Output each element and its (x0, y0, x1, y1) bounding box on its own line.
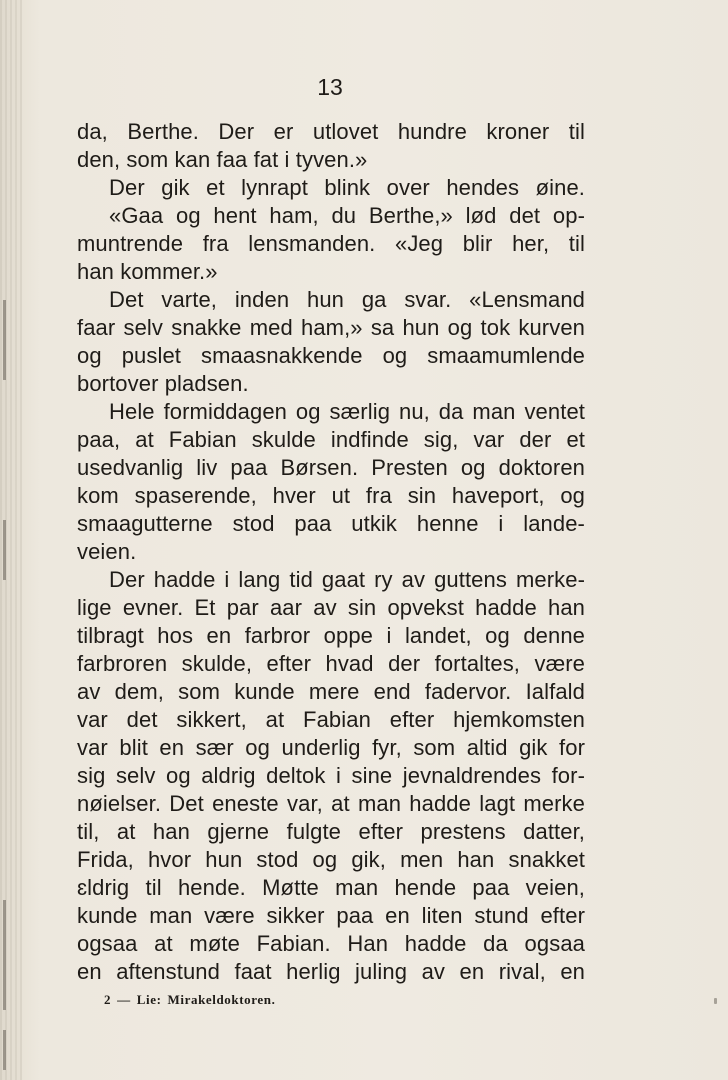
signature-number: 2 (104, 992, 112, 1007)
page-number: 13 (317, 74, 343, 100)
text-line: kunde man være sikker paa en liten stund efter (77, 903, 585, 928)
binding-mark (3, 520, 6, 580)
text-line: paa, at Fabian skulde indfinde sig, var der et (77, 427, 585, 452)
text-line: muntrende fra lensmanden. «Jeg blir her, til (77, 231, 585, 256)
binding-mark (3, 300, 6, 380)
signature-dash: — (117, 992, 131, 1007)
paper-speck (714, 998, 717, 1004)
text-line: var det sikkert, at Fabian efter hjemkomsten (77, 707, 585, 732)
text-line: Frida, hvor hun stod og gik, men han snakket (77, 847, 585, 872)
text-line: kom spaserende, hver ut fra sin haveport, og (77, 483, 585, 508)
text-line: da, Berthe. Der er utlovet hundre kroner til (77, 119, 585, 144)
signature-title: Mirakeldoktoren. (167, 992, 276, 1007)
text-line: Hele formiddagen og særlig nu, da man ventet (109, 399, 585, 424)
text-line: lige evner. Et par aar av sin opvekst hadde han (77, 595, 585, 620)
text-line: ogsaa at møte Fabian. Han hadde da ogsaa (77, 931, 585, 956)
text-line: av dem, som kunde mere end fadervor. Ialfald (77, 679, 585, 704)
text-line: Der gik et lynrapt blink over hendes øine. (109, 175, 585, 200)
text-line: og puslet smaasnakkende og smaamumlende (77, 343, 585, 368)
text-line: Der hadde i lang tid gaat ry av guttens merke- (109, 567, 585, 592)
binding-mark (3, 1030, 6, 1070)
text-line: smaagutterne stod paa utkik henne i lande- (77, 511, 585, 536)
text-line: veien. (77, 539, 137, 564)
signature-author: Lie: (136, 992, 162, 1007)
text-line: nøielser. Det eneste var, at man hadde lagt merke (77, 791, 585, 816)
text-line: til, at han gjerne fulgte efter prestens datter, (77, 819, 585, 844)
text-line: tilbragt hos en farbror oppe i landet, og denne (77, 623, 585, 648)
text-line: Det varte, inden hun ga svar. «Lensmand (109, 287, 585, 312)
text-line: han kommer.» (77, 259, 218, 284)
signature-line (104, 992, 281, 1008)
text-line: «Gaa og hent ham, du Berthe,» lød det op- (109, 203, 585, 228)
text-line: en aftenstund faat herlig juling av en rival, en (77, 959, 585, 984)
text-line: faar selv snakke med ham,» sa hun og tok kurven (77, 315, 585, 340)
text-line: bortover pladsen. (77, 371, 249, 396)
text-line: ɛldrig til hende. Møtte man hende paa veien, (77, 875, 585, 900)
text-line: sig selv og aldrig deltok i sine jevnaldrendes for- (77, 763, 585, 788)
text-line: usedvanlig liv paa Børsen. Presten og doktoren (77, 455, 585, 480)
text-line: var blit en sær og underlig fyr, som altid gik for (77, 735, 585, 760)
binding-mark (3, 900, 6, 1010)
text-line: farbroren skulde, efter hvad der fortaltes, være (77, 651, 585, 676)
text-line: den, som kan faa fat i tyven.» (77, 147, 368, 172)
